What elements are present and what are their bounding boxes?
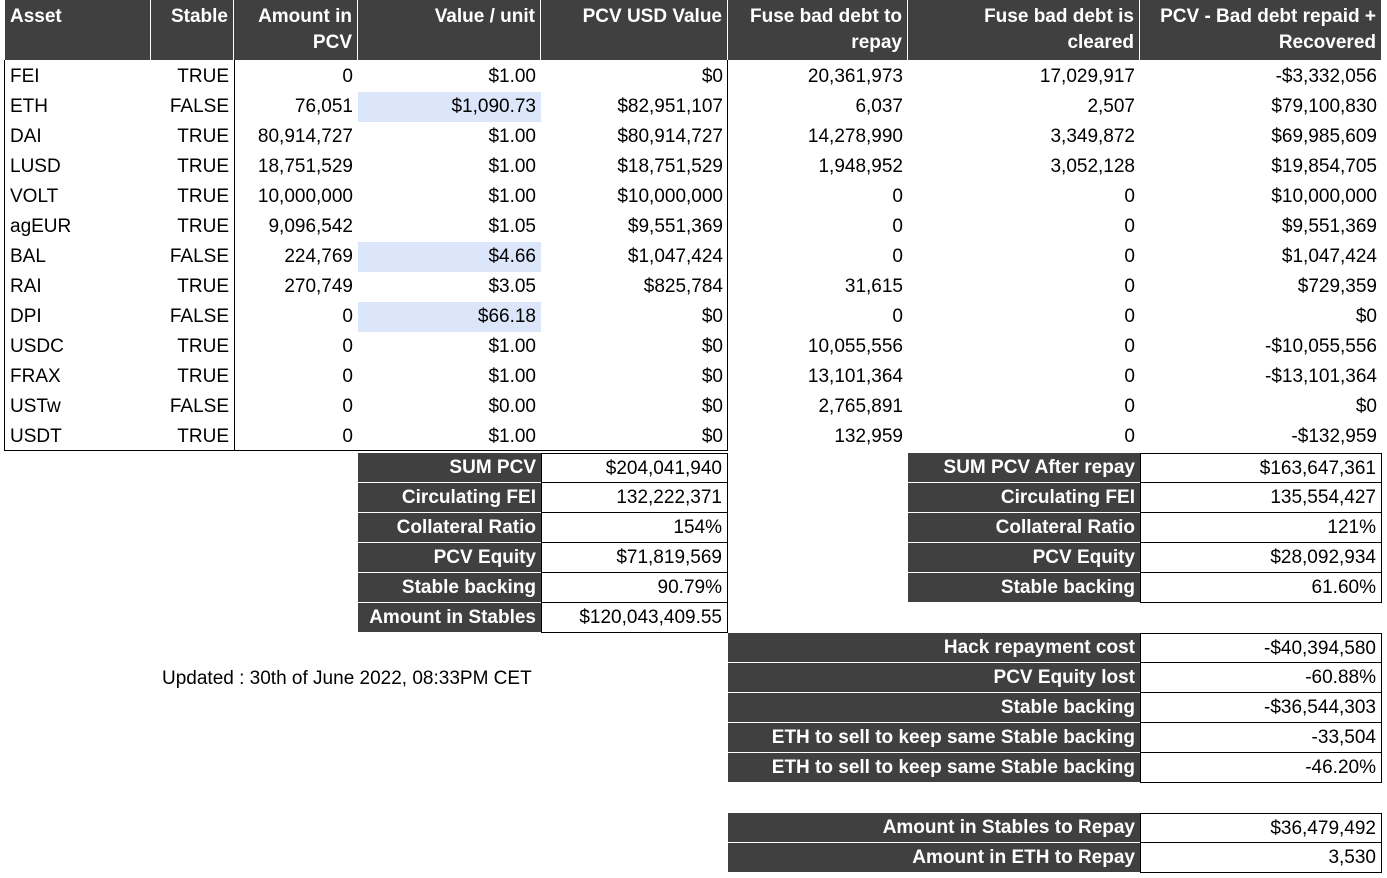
cell-asset: RAI [10, 276, 42, 297]
cell-fuse-repay: 0 [892, 216, 903, 237]
cell-fuse-cleared: 0 [1124, 306, 1135, 327]
cell-pcv-minus: -$13,101,364 [1265, 366, 1377, 387]
summary-label: SUM PCV After repay [908, 453, 1140, 483]
cell-amount: 76,051 [294, 96, 353, 117]
cell-stable: FALSE [169, 306, 229, 327]
cell-fuse-cleared: 0 [1124, 336, 1135, 357]
summary-label: Amount in Stables [358, 603, 541, 633]
cell-asset: BAL [10, 246, 46, 267]
header-value-unit: Value / unit [358, 0, 541, 60]
cell-pcv-minus: $19,854,705 [1271, 156, 1377, 177]
cell-pcv-minus: $69,985,609 [1271, 126, 1377, 147]
cell-fuse-repay: 20,361,973 [807, 66, 903, 87]
cell-fuse-repay: 6,037 [855, 96, 903, 117]
cell-stable: TRUE [177, 216, 229, 237]
cell-usd: $10,000,000 [617, 186, 723, 207]
cell-pcv-minus: $729,359 [1297, 276, 1377, 297]
summary-label: SUM PCV [358, 453, 541, 483]
summary-value: -60.88% [1140, 663, 1382, 693]
table-row [5, 182, 1380, 212]
summary-label: PCV Equity lost [728, 663, 1140, 693]
summary-value: -$40,394,580 [1140, 633, 1382, 663]
cell-stable: TRUE [177, 276, 229, 297]
cell-value: $1,090.73 [358, 92, 541, 122]
cell-fuse-cleared: 0 [1124, 186, 1135, 207]
table-border-left [4, 60, 5, 451]
cell-pcv-minus: $10,000,000 [1271, 186, 1377, 207]
cell-asset: USDC [10, 336, 64, 357]
summary-label: Circulating FEI [908, 483, 1140, 513]
cell-pcv-minus: $1,047,424 [1281, 246, 1377, 267]
cell-asset: ETH [10, 96, 48, 117]
cell-usd: $0 [701, 366, 723, 387]
cell-fuse-repay: 0 [892, 186, 903, 207]
summary-value: 135,554,427 [1140, 483, 1382, 513]
cell-fuse-cleared: 0 [1124, 366, 1135, 387]
cell-amount: 224,769 [284, 246, 353, 267]
cell-fuse-repay: 31,615 [844, 276, 903, 297]
summary-value: 61.60% [1140, 573, 1382, 603]
cell-amount: 0 [342, 66, 353, 87]
cell-amount: 18,751,529 [257, 156, 353, 177]
table-border-1 [234, 60, 235, 451]
table-row [5, 122, 1380, 152]
cell-fuse-cleared: 2,507 [1087, 96, 1135, 117]
updated-timestamp: Updated : 30th of June 2022, 08:33PM CET [162, 668, 532, 689]
cell-fuse-repay: 14,278,990 [807, 126, 903, 147]
summary-value: $120,043,409.55 [541, 603, 728, 633]
cell-usd: $9,551,369 [627, 216, 723, 237]
cell-value: $1.00 [488, 156, 536, 177]
summary-label: PCV Equity [358, 543, 541, 573]
cell-asset: DPI [10, 306, 42, 327]
summary-label: ETH to sell to keep same Stable backing [728, 753, 1140, 783]
cell-usd: $0 [701, 426, 723, 447]
summary-label: Collateral Ratio [358, 513, 541, 543]
table-border-2 [727, 60, 728, 451]
cell-amount: 270,749 [284, 276, 353, 297]
summary-value: $28,092,934 [1140, 543, 1382, 573]
cell-amount: 0 [342, 426, 353, 447]
table-row [5, 362, 1380, 392]
cell-asset: LUSD [10, 156, 61, 177]
summary-value: 121% [1140, 513, 1382, 543]
header-fuse-repay: Fuse bad debt to repay [728, 0, 908, 60]
cell-pcv-minus: $9,551,369 [1281, 216, 1377, 237]
summary-value: -46.20% [1140, 753, 1382, 783]
header-stable: Stable [151, 0, 234, 60]
table-row [5, 392, 1380, 422]
summary-value: -$36,544,303 [1140, 693, 1382, 723]
cell-fuse-cleared: 3,349,872 [1050, 126, 1135, 147]
cell-value: $4.66 [358, 242, 541, 272]
cell-fuse-cleared: 0 [1124, 396, 1135, 417]
cell-fuse-repay: 10,055,556 [807, 336, 903, 357]
cell-amount: 0 [342, 366, 353, 387]
summary-label: Stable backing [358, 573, 541, 603]
cell-value: $66.18 [358, 302, 541, 332]
cell-value: $1.00 [488, 426, 536, 447]
cell-usd: $18,751,529 [617, 156, 723, 177]
table-row [5, 422, 1380, 452]
cell-value: $1.00 [488, 66, 536, 87]
summary-label: Stable backing [728, 693, 1140, 723]
table-row [5, 212, 1380, 242]
cell-amount: 0 [342, 306, 353, 327]
cell-stable: TRUE [177, 366, 229, 387]
cell-pcv-minus: -$3,332,056 [1275, 66, 1377, 87]
cell-usd: $80,914,727 [617, 126, 723, 147]
cell-usd: $825,784 [643, 276, 723, 297]
cell-usd: $0 [701, 336, 723, 357]
table-border-bottom [4, 450, 728, 451]
cell-pcv-minus: -$10,055,556 [1265, 336, 1377, 357]
cell-asset: VOLT [10, 186, 59, 207]
cell-asset: FEI [10, 66, 40, 87]
cell-asset: USTw [10, 396, 61, 417]
summary-label: Stable backing [908, 573, 1140, 603]
cell-stable: TRUE [177, 156, 229, 177]
cell-usd: $0 [701, 66, 723, 87]
cell-fuse-repay: 0 [892, 246, 903, 267]
summary-value: 90.79% [541, 573, 728, 603]
cell-stable: TRUE [177, 66, 229, 87]
cell-stable: TRUE [177, 126, 229, 147]
cell-value: $1.00 [488, 366, 536, 387]
summary-value: 154% [541, 513, 728, 543]
header-amount: Amount in PCV [234, 0, 358, 60]
cell-value: $1.00 [488, 126, 536, 147]
cell-value: $1.00 [488, 336, 536, 357]
summary-label: Hack repayment cost [728, 633, 1140, 663]
cell-asset: agEUR [10, 216, 72, 237]
summary-value: 132,222,371 [541, 483, 728, 513]
cell-fuse-cleared: 0 [1124, 276, 1135, 297]
cell-stable: FALSE [169, 96, 229, 117]
cell-stable: TRUE [177, 426, 229, 447]
header-fuse-cleared: Fuse bad debt is cleared [908, 0, 1140, 60]
cell-pcv-minus: $79,100,830 [1271, 96, 1377, 117]
cell-fuse-cleared: 0 [1124, 216, 1135, 237]
cell-stable: FALSE [169, 246, 229, 267]
summary-label: PCV Equity [908, 543, 1140, 573]
cell-amount: 80,914,727 [257, 126, 353, 147]
cell-usd: $1,047,424 [627, 246, 723, 267]
cell-stable: FALSE [169, 396, 229, 417]
cell-pcv-minus: -$132,959 [1291, 426, 1377, 447]
cell-fuse-cleared: 17,029,917 [1039, 66, 1135, 87]
summary-label: Collateral Ratio [908, 513, 1140, 543]
table-row [5, 272, 1380, 302]
cell-amount: 9,096,542 [268, 216, 353, 237]
cell-stable: TRUE [177, 336, 229, 357]
cell-value: $3.05 [488, 276, 536, 297]
cell-amount: 10,000,000 [257, 186, 353, 207]
cell-fuse-cleared: 0 [1124, 246, 1135, 267]
summary-label: Amount in ETH to Repay [728, 843, 1140, 873]
table-row [5, 302, 1380, 332]
cell-usd: $0 [701, 396, 723, 417]
table-row [5, 332, 1380, 362]
cell-value: $1.05 [488, 216, 536, 237]
cell-fuse-repay: 13,101,364 [807, 366, 903, 387]
summary-value: 3,530 [1140, 843, 1382, 873]
cell-fuse-repay: 132,959 [834, 426, 903, 447]
table-row [5, 92, 1380, 122]
summary-label: Amount in Stables to Repay [728, 813, 1140, 843]
table-row [5, 152, 1380, 182]
cell-usd: $0 [701, 306, 723, 327]
cell-value: $0.00 [488, 396, 536, 417]
cell-fuse-repay: 2,765,891 [818, 396, 903, 417]
cell-fuse-repay: 0 [892, 306, 903, 327]
summary-value: $163,647,361 [1140, 453, 1382, 483]
cell-asset: DAI [10, 126, 42, 147]
header-pcv-minus: PCV - Bad debt repaid + Recovered [1140, 0, 1382, 60]
cell-amount: 0 [342, 336, 353, 357]
cell-usd: $82,951,107 [617, 96, 723, 117]
header-pcv-usd: PCV USD Value [541, 0, 728, 60]
summary-value: -33,504 [1140, 723, 1382, 753]
summary-label: ETH to sell to keep same Stable backing [728, 723, 1140, 753]
cell-fuse-cleared: 0 [1124, 426, 1135, 447]
cell-amount: 0 [342, 396, 353, 417]
table-row [5, 242, 1380, 272]
cell-pcv-minus: $0 [1355, 306, 1377, 327]
cell-fuse-cleared: 3,052,128 [1050, 156, 1135, 177]
cell-value: $1.00 [488, 186, 536, 207]
header-asset: Asset [5, 0, 151, 60]
summary-value: $36,479,492 [1140, 813, 1382, 843]
summary-label: Circulating FEI [358, 483, 541, 513]
summary-value: $71,819,569 [541, 543, 728, 573]
summary-value: $204,041,940 [541, 453, 728, 483]
table-row [5, 62, 1380, 92]
cell-pcv-minus: $0 [1355, 396, 1377, 417]
cell-stable: TRUE [177, 186, 229, 207]
cell-fuse-repay: 1,948,952 [818, 156, 903, 177]
cell-asset: USDT [10, 426, 62, 447]
cell-asset: FRAX [10, 366, 61, 387]
